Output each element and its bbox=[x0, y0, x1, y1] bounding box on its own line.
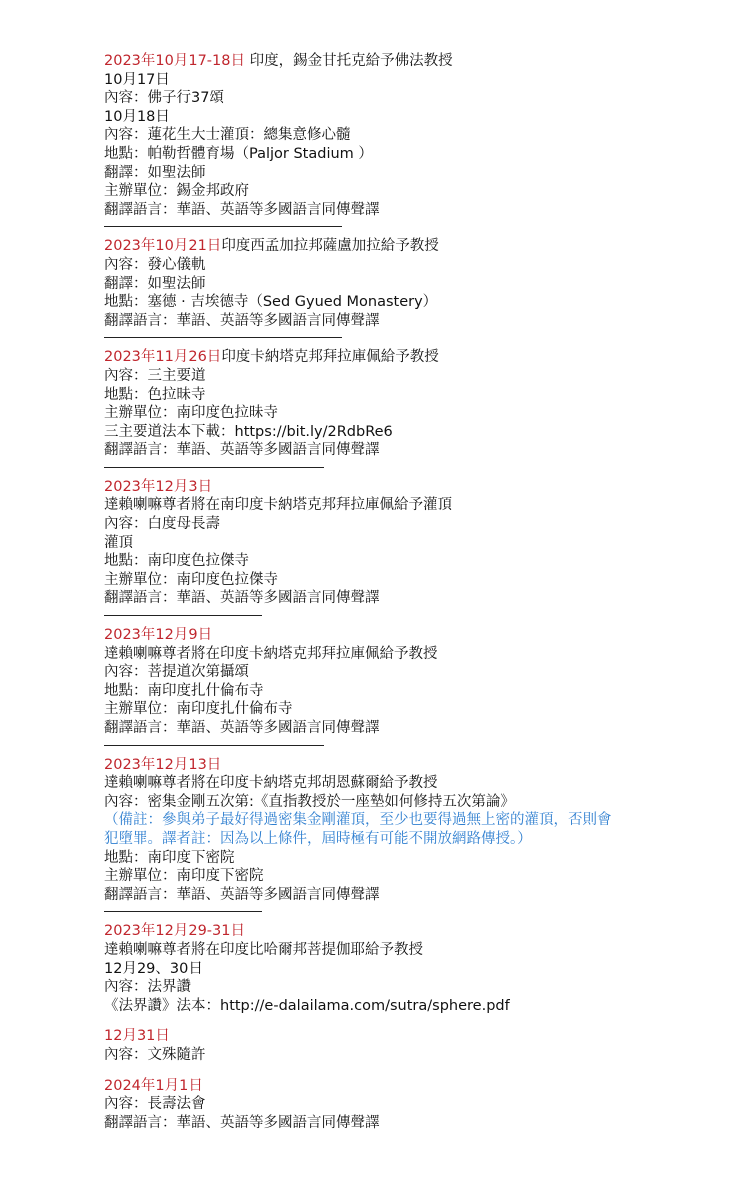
detail-line: 內容：長壽法會 bbox=[104, 1096, 206, 1113]
event-date: 2024年1月1日 bbox=[104, 1077, 203, 1094]
detail-line: 三主要道法本下載：https://bit.ly/2RdbRe6 bbox=[104, 423, 393, 440]
schedule-section bbox=[104, 922, 733, 1132]
detail-line: 內容：密集金剛五次第:《直指教授於一座墊如何修持五次第論》 bbox=[104, 793, 515, 810]
section-divider bbox=[104, 911, 262, 912]
schedule-section bbox=[104, 478, 733, 616]
detail-line: 翻譯語言：華語、英語等多國語言同傳聲譯 bbox=[104, 201, 380, 218]
detail-line: 內容：菩提道次第攝頌 bbox=[104, 664, 249, 681]
detail-line: 翻譯：如聖法師 bbox=[104, 164, 206, 181]
detail-line: 翻譯語言：華語、英語等多國語言同傳聲譯 bbox=[104, 442, 380, 459]
detail-line: 內容：文殊隨許 bbox=[104, 1046, 206, 1063]
schedule-section bbox=[104, 626, 733, 746]
detail-line: 達賴喇嘛尊者將在印度卡納塔克邦胡恩蘇爾給予教授 bbox=[104, 775, 438, 792]
detail-line: 內容：發心儀軌 bbox=[104, 256, 206, 273]
detail-line: 主辦單位：南印度扎什倫布寺 bbox=[104, 701, 293, 718]
detail-line: 地點：塞德 · 吉埃德寺（Sed Gyued Monastery） bbox=[104, 294, 438, 311]
detail-line: 內容：蓮花生大士灌頂：總集意修心髓 bbox=[104, 127, 351, 144]
detail-line: 達賴喇嘛尊者將在印度卡納塔克邦拜拉庫佩給予教授 bbox=[104, 645, 438, 662]
detail-line: 10月17日 bbox=[104, 71, 170, 88]
section-divider bbox=[104, 467, 324, 468]
detail-line: 翻譯語言：華語、英語等多國語言同傳聲譯 bbox=[104, 312, 380, 329]
detail-line: 地點：色拉昧寺 bbox=[104, 386, 206, 403]
event-date: 2023年12月3日 bbox=[104, 478, 213, 495]
section-heading bbox=[104, 756, 733, 775]
section-heading bbox=[104, 52, 733, 71]
detail-line: 翻譯語言：華語、英語等多國語言同傳聲譯 bbox=[104, 886, 380, 903]
event-title: 印度西孟加拉邦薩盧加拉給予教授 bbox=[221, 238, 439, 255]
detail-line: 10月18日 bbox=[104, 108, 170, 125]
detail-line: 主辦單位：南印度下密院 bbox=[104, 868, 264, 885]
event-title: 印度，錫金甘托克給予佛法教授 bbox=[245, 53, 453, 69]
detail-line: 主辦單位：南印度色拉昧寺 bbox=[104, 405, 278, 422]
spacer bbox=[104, 1015, 733, 1027]
remark-note: （備註：參與弟子最好得過密集金剛灌頂，至少也要得過無上密的灌頂，否則會犯墮罪。譯者註：因為以上條件，屆時極有可能不開放網路傳授。） bbox=[104, 812, 612, 847]
section-divider bbox=[104, 615, 262, 616]
detail-line: 翻譯語言：華語、英語等多國語言同傳聲譯 bbox=[104, 1114, 380, 1131]
detail-line: 《法界讚》法本：http://e-dalailama.com/sutra/sphere.pdf bbox=[104, 997, 510, 1014]
event-date: 2023年10月17-18日 bbox=[104, 53, 245, 69]
detail-line: 達賴喇嘛尊者將在印度比哈爾邦菩提伽耶給予教授 bbox=[104, 941, 423, 958]
section-heading bbox=[104, 626, 733, 645]
section-divider bbox=[104, 745, 324, 746]
section-heading bbox=[104, 922, 733, 941]
spacer bbox=[104, 1065, 733, 1077]
section-heading bbox=[104, 478, 733, 497]
event-date: 2023年12月29-31日 bbox=[104, 923, 245, 940]
event-date: 12月31日 bbox=[104, 1028, 170, 1045]
detail-line: 翻譯：如聖法師 bbox=[104, 275, 206, 292]
detail-line: 12月29、30日 bbox=[104, 960, 203, 977]
event-date: 2023年12月9日 bbox=[104, 627, 213, 644]
section-divider bbox=[104, 226, 342, 227]
section-heading bbox=[104, 348, 733, 367]
detail-line: 內容：三主要道 bbox=[104, 367, 206, 384]
detail-line: 灌頂 bbox=[104, 534, 133, 551]
schedule-section bbox=[104, 756, 733, 913]
detail-line: 地點：南印度扎什倫布寺 bbox=[104, 682, 264, 699]
detail-line: 地點：南印度下密院 bbox=[104, 849, 235, 866]
event-date: 2023年11月26日 bbox=[104, 349, 222, 366]
event-date: 2023年12月13日 bbox=[104, 756, 222, 773]
section-heading bbox=[104, 237, 733, 256]
detail-line: 內容：法界讚 bbox=[104, 979, 191, 996]
detail-line: 地點：南印度色拉傑寺 bbox=[104, 553, 249, 570]
detail-line: 主辦單位：錫金邦政府 bbox=[104, 183, 249, 200]
detail-line: 內容：白度母長壽 bbox=[104, 516, 220, 533]
detail-line: 地點：帕勒哲體育場（Paljor Stadium ） bbox=[104, 145, 373, 162]
schedule-section bbox=[104, 52, 733, 227]
detail-line: 內容：佛子行37頌 bbox=[104, 90, 224, 107]
section-divider bbox=[104, 337, 342, 338]
schedule-section bbox=[104, 348, 733, 468]
detail-line: 主辦單位：南印度色拉傑寺 bbox=[104, 571, 278, 588]
detail-line: 翻譯語言：華語、英語等多國語言同傳聲譯 bbox=[104, 590, 380, 607]
detail-line: 翻譯語言：華語、英語等多國語言同傳聲譯 bbox=[104, 720, 380, 736]
schedule-section bbox=[104, 237, 733, 338]
detail-line: 達賴喇嘛尊者將在南印度卡納塔克邦拜拉庫佩給予灌頂 bbox=[104, 497, 452, 514]
event-title: 印度卡納塔克邦拜拉庫佩給予教授 bbox=[221, 349, 439, 366]
event-date: 2023年10月21日 bbox=[104, 238, 222, 255]
